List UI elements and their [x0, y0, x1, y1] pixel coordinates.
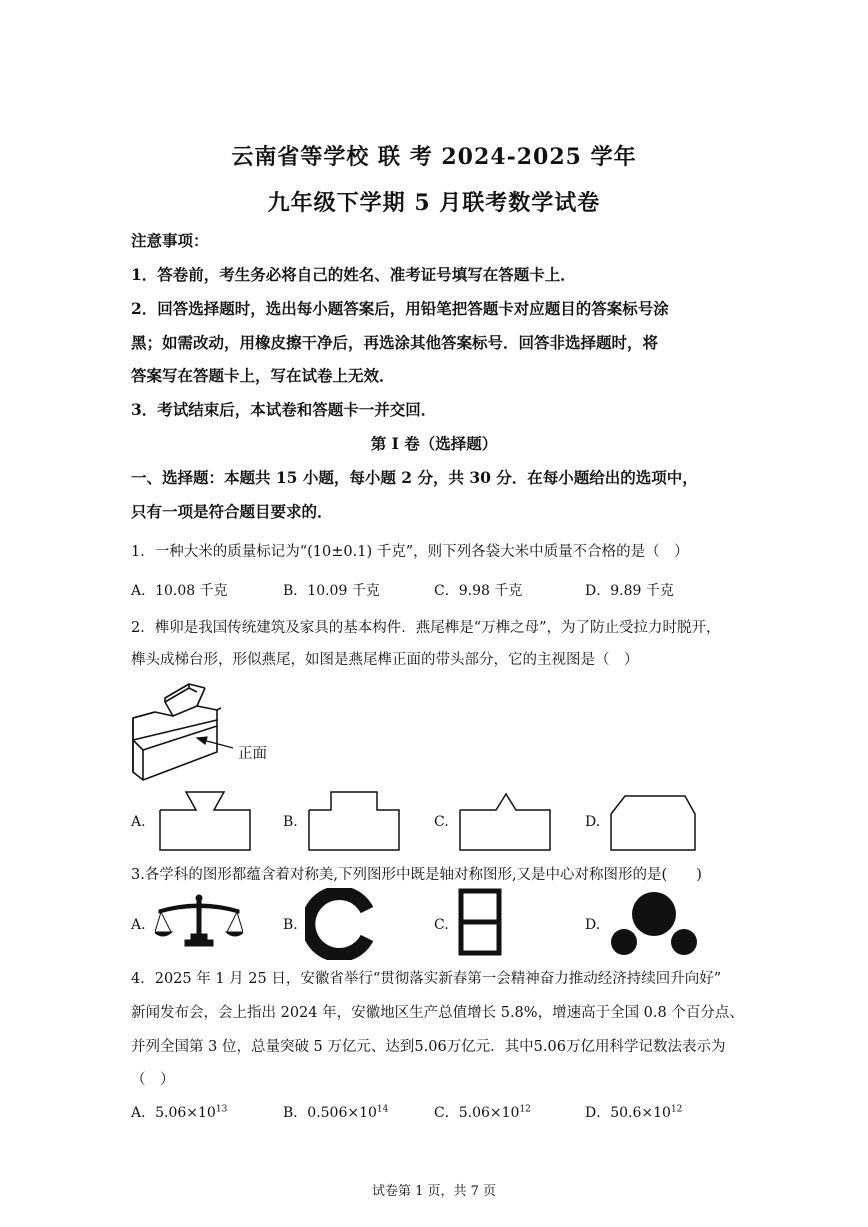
q4-option-a-exponent: 13	[215, 1104, 228, 1115]
part1-instructions-line2: 只有一项是符合题目要求的．	[131, 502, 333, 521]
notice-item-2-line1: 2．回答选择题时，选出每小题答案后，用铅笔把答题卡对应题目的答案标号涂	[131, 299, 669, 318]
dovetail-3d-figure	[125, 680, 285, 790]
q4-option-d	[585, 1102, 682, 1122]
q2-stem-line2: 榫头成梯台形，形似燕尾，如图是燕尾榫正面的带头部分，它的主视图是（ ）	[131, 652, 639, 668]
q3-option-b-c-shape-figure[interactable]	[305, 888, 377, 960]
q1-option-d: D．9.89 千克	[585, 583, 674, 599]
exam-title-line2: 九年级下学期 5 月联考数学试卷	[267, 190, 601, 216]
notice-item-1: 1．答卷前，考生务必将自己的姓名、准考证号填写在答题卡上．	[131, 265, 576, 284]
q2-option-a-letter: A.	[131, 814, 146, 830]
q2-option-c-figure[interactable]	[458, 790, 554, 852]
q4-option-b-letter: B．	[283, 1105, 308, 1121]
part1-instructions-line1: 一、选择题：本题共 15 小题，每小题 2 分，共 30 分．在每小题给出的选项中，	[131, 468, 698, 487]
q4-stem-line2: 新闻发布会，会上指出 2024 年，安徽地区生产总值增长 5.8%，增速高于全国 0.8 个百分点、	[131, 1005, 744, 1021]
q4-option-c-base: 5.06×10	[458, 1105, 520, 1121]
q4-stem-line3: 并列全国第 3 位，总量突破 5 万亿元、达到5.06万亿元．其中5.06万亿用科学记数法表示为	[131, 1039, 726, 1055]
q1-option-b: B．10.09 千克	[283, 583, 380, 599]
q4-option-b-exponent: 14	[376, 1104, 389, 1115]
q4-option-b-base: 0.506×10	[307, 1105, 377, 1121]
notice-item-3: 3．考试结束后，本试卷和答题卡一并交回．	[131, 400, 437, 419]
q1-option-a: A．10.08 千克	[131, 583, 228, 599]
q3-option-d-letter: D.	[585, 917, 601, 933]
page-footer: 试卷第 1 页，共 7 页	[371, 1184, 497, 1199]
notice-item-2-line3: 答案写在答题卡上，写在试卷上无效．	[131, 366, 395, 385]
q3-option-d-circles-figure[interactable]	[609, 888, 699, 958]
exam-title-line1: 云南省等学校 联 考 2024-2025 学年	[231, 144, 637, 170]
q2-option-b-letter: B.	[283, 814, 298, 830]
q4-option-a-base: 5.06×10	[155, 1105, 216, 1121]
q3-option-a-letter: A.	[131, 917, 146, 933]
q2-option-c-letter: C.	[434, 814, 449, 830]
notice-heading: 注意事项：	[131, 231, 209, 250]
q3-option-a-scales-figure[interactable]	[155, 888, 243, 954]
q4-stem-line4: （ ）	[131, 1072, 175, 1088]
section-title: 第 I 卷（选择题）	[370, 434, 498, 453]
q2-option-b-figure[interactable]	[307, 790, 403, 852]
q4-option-d-base: 50.6×10	[610, 1105, 671, 1121]
notice-item-2-line2: 黑；如需改动，用橡皮擦干净后，再选涂其他答案标号．回答非选择题时，将	[131, 333, 659, 352]
q4-option-a	[131, 1102, 227, 1122]
q2-stem-line1: 2．榫卯是我国传统建筑及家具的基本构件．燕尾榫是“万榫之母”，为了防止受拉力时脱开，	[131, 620, 721, 636]
q2-option-d-letter: D.	[585, 814, 601, 830]
q4-option-c	[434, 1102, 531, 1122]
q2-front-label: 正面	[238, 746, 267, 762]
q4-option-b	[283, 1102, 388, 1122]
q4-option-c-letter: C．	[434, 1105, 459, 1121]
q4-option-c-exponent: 12	[519, 1104, 531, 1115]
q4-stem-line1: 4．2025 年 1 月 25 日，安徽省举行“贯彻落实新春第一会精神奋力推动经济持续回升向好”	[131, 971, 722, 987]
q1-stem: 1．一种大米的质量标记为“(10±0.1) 千克”，则下列各袋大米中质量不合格的是（ ）	[131, 544, 689, 560]
q4-option-d-letter: D．	[585, 1105, 611, 1121]
q2-option-a-figure[interactable]	[158, 790, 254, 852]
q4-option-a-letter: A．	[131, 1105, 156, 1121]
q3-option-c-letter: C.	[434, 917, 449, 933]
q1-option-c: C．9.98 千克	[434, 583, 523, 599]
q3-option-b-letter: B.	[283, 917, 298, 933]
q3-option-c-grid-figure[interactable]	[458, 888, 504, 958]
q2-option-d-figure[interactable]	[609, 790, 705, 852]
q3-stem: 3.各学科的图形都蕴含着对称美,下列图形中既是轴对称图形,又是中心对称图形的是( )	[131, 867, 702, 883]
q4-option-d-exponent: 12	[670, 1104, 683, 1115]
